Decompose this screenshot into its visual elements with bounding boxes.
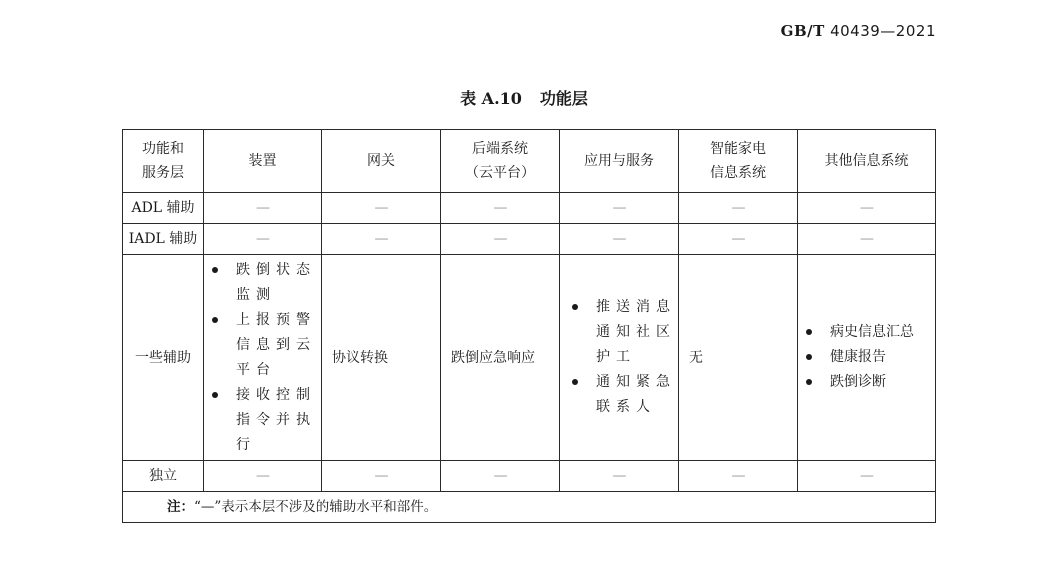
level-cell: 独立 [123, 461, 204, 492]
function-layer-table [122, 129, 936, 523]
dash-cell: — [560, 193, 679, 224]
dash-cell: — [204, 461, 322, 492]
dash-cell: — [204, 193, 322, 224]
app-service-cell [560, 255, 679, 461]
list-item: 通知紧急联系人 [564, 370, 678, 420]
table-header-row [123, 130, 936, 193]
dash-cell: — [322, 193, 441, 224]
standard-number: 40439—2021 [830, 22, 936, 40]
level-cell: ADL 辅助 [123, 193, 204, 224]
other-info-cell [798, 255, 936, 461]
dash-cell: — [322, 224, 441, 255]
gateway-cell: 协议转换 [322, 255, 441, 461]
note-prefix: 注： [167, 499, 194, 515]
dash-cell: — [560, 461, 679, 492]
dash-cell: — [679, 193, 798, 224]
dash-cell: — [798, 224, 936, 255]
bullet-icon [806, 379, 812, 385]
header-cell: 应用与服务 [560, 130, 679, 193]
bullet-icon [806, 329, 812, 335]
dash-cell: — [322, 461, 441, 492]
list-item: 病史信息汇总 [798, 320, 935, 345]
bullet-icon [212, 267, 218, 273]
bullet-icon [212, 392, 218, 398]
standard-code [781, 22, 936, 40]
table-row [123, 224, 936, 255]
list-item: 接收控制指令并执行 [204, 383, 321, 458]
header-cell: 装置 [204, 130, 322, 193]
table-row [123, 255, 936, 461]
header-cell: 后端系统 （云平台） [441, 130, 560, 193]
bullet-icon [212, 317, 218, 323]
table-name: 功能层 [539, 89, 588, 108]
dash-cell: — [204, 224, 322, 255]
table-note-row [123, 492, 936, 523]
dash-cell: — [441, 224, 560, 255]
bullet-icon [806, 354, 812, 360]
level-cell: 一些辅助 [123, 255, 204, 461]
standard-prefix: GB/T [780, 22, 825, 40]
dash-cell: — [441, 193, 560, 224]
backend-cell: 跌倒应急响应 [441, 255, 560, 461]
header-cell: 网关 [322, 130, 441, 193]
dash-cell: — [679, 461, 798, 492]
dash-cell: — [441, 461, 560, 492]
list-item: 跌倒诊断 [798, 370, 935, 395]
table-row [123, 461, 936, 492]
dash-cell: — [798, 461, 936, 492]
dash-cell: — [560, 224, 679, 255]
header-cell: 智能家电 信息系统 [679, 130, 798, 193]
list-item: 推送消息通知社区护工 [564, 295, 678, 370]
table-title [0, 86, 1048, 109]
level-cell: IADL 辅助 [123, 224, 204, 255]
header-cell: 其他信息系统 [798, 130, 936, 193]
dash-cell: — [798, 193, 936, 224]
device-cell [204, 255, 322, 461]
list-item: 上报预警信息到云平台 [204, 308, 321, 383]
table-note [123, 492, 936, 523]
note-text: “—”表示本层不涉及的辅助水平和部件。 [194, 499, 438, 515]
list-item: 跌倒状态监测 [204, 258, 321, 308]
bullet-icon [572, 379, 578, 385]
table-row [123, 193, 936, 224]
table-number: 表 A.10 [460, 89, 522, 108]
bullet-icon [572, 304, 578, 310]
smart-appliance-cell: 无 [679, 255, 798, 461]
list-item: 健康报告 [798, 345, 935, 370]
header-cell: 功能和 服务层 [123, 130, 204, 193]
dash-cell: — [679, 224, 798, 255]
